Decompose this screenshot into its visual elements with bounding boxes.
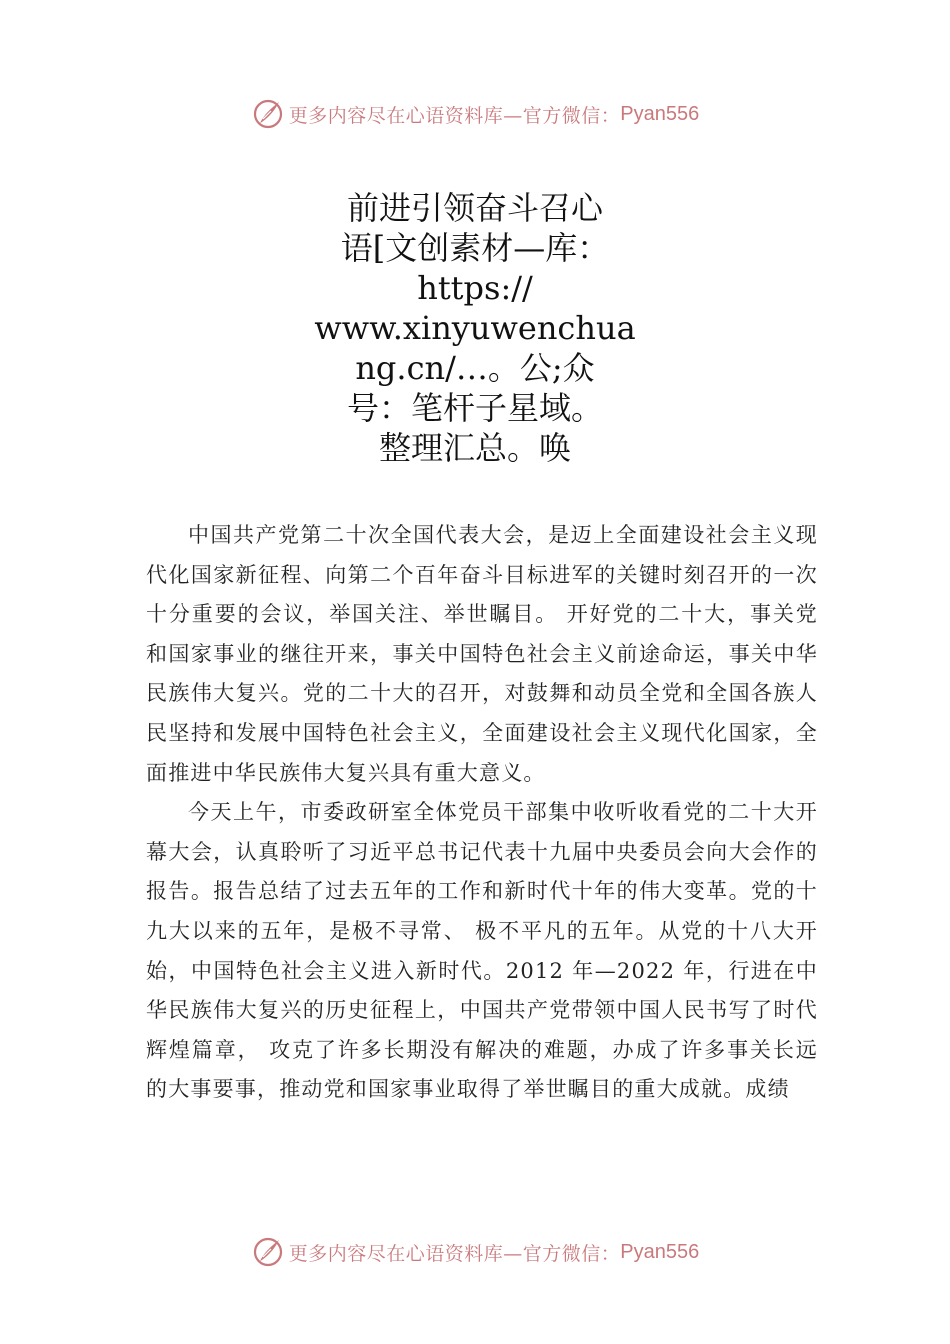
- title-line: https://: [417, 269, 533, 307]
- header-banner: [0, 94, 950, 134]
- footer-banner: [0, 1232, 950, 1272]
- paragraph: 今天上午，市委政研室全体党员干部集中收听收看党的二十大开幕大会，认真聆听了习近平总书记代表十九届中央委员会向大会作的报告。报告总结了过去五年的工作和新时代十年的伟大变革。党的十九大以来的五年，是极不寻常、 极不平凡的五年。从党的十八大开始，中国特色社会主义进入新时代。2012 年—2022 年，行进在中华民族伟大复兴的历史征程上，中国共产党带领中国人民书写了时代辉煌篇章， 攻克了许多长期没有解决的难题，办成了许多事关长远的大事要事，推动党和国家事业取得了举世瞩目的重大成就。成绩: [146, 800, 818, 1102]
- paragraph: 中国共产党第二十次全国代表大会，是迈上全面建设社会主义现代化国家新征程、向第二个百年奋斗目标进军的关键时刻召开的一次十分重要的会议，举国关注、举世瞩目。 开好党的二十大，事关党和国家事业的继往开来，事关中国特色社会主义前途命运，事关中华民族伟大复兴。党的二十大的召开，对鼓舞和动员全党和全国各族人民坚持和发展中国特色社会主义，全面建设社会主义现代化国家，全面推进中华民族伟大复兴具有重大意义。: [146, 523, 818, 785]
- title-line: www.xinyuwenchua: [314, 309, 636, 347]
- banner-text: 更多内容尽在心语资料库—官方微信：: [288, 104, 621, 127]
- title-line: 号：笔杆子星域。: [346, 389, 603, 427]
- title-line: 前进引领奋斗召心: [346, 189, 603, 227]
- title-line: 整理汇总。唤: [378, 429, 571, 467]
- title-line: ng.cn/…。公;众: [355, 349, 595, 387]
- banner-contact-id: Pyan556: [620, 102, 700, 125]
- title-line: 语[文创素材—库：: [340, 229, 610, 267]
- banner-contact-id: Pyan556: [620, 1240, 700, 1263]
- banner-text: 更多内容尽在心语资料库—官方微信：: [288, 1242, 621, 1265]
- quill-pen-seal-icon: [251, 1235, 285, 1269]
- quill-pen-seal-icon: [251, 97, 285, 131]
- document-body: [146, 516, 818, 1110]
- document-title: [0, 188, 950, 468]
